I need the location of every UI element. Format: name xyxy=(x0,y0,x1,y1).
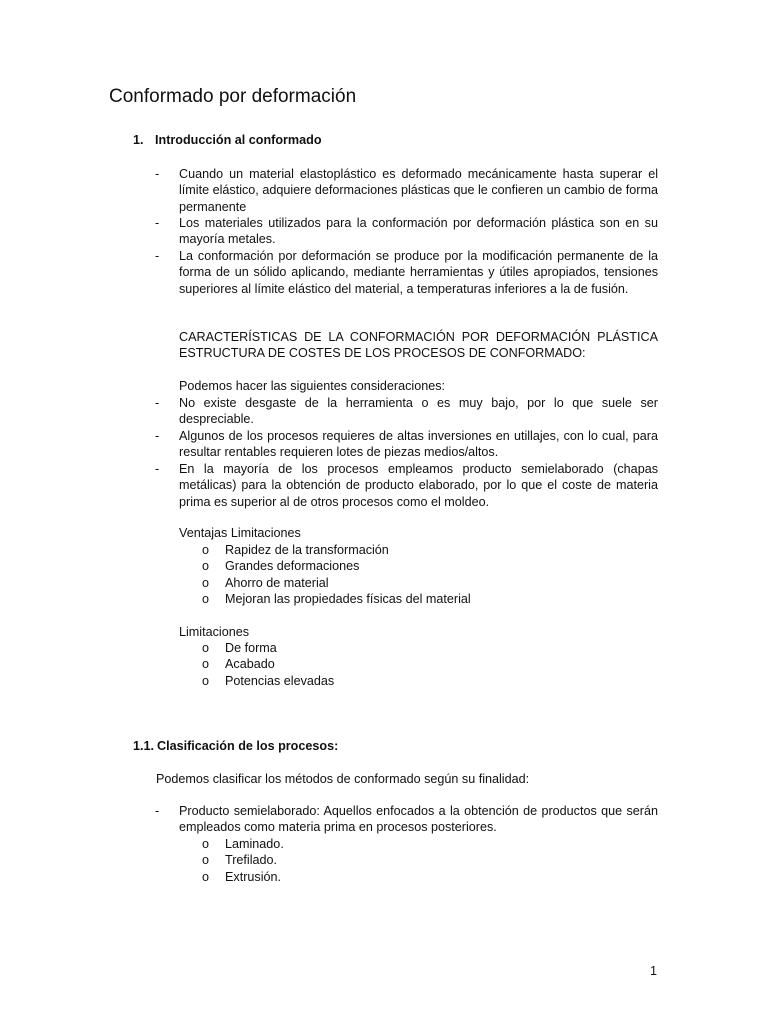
limitacion-item: Potencias elevadas xyxy=(225,674,335,688)
consideracion-1: No existe desgaste de la herramienta o es muy bajo, por lo que suele ser despreciable. xyxy=(179,396,658,427)
caracteristicas-heading: CARACTERÍSTICAS DE LA CONFORMACIÓN POR DEFORMACIÓN PLÁSTICA xyxy=(179,330,658,344)
ventaja-item: Mejoran las propiedades físicas del material xyxy=(225,592,471,606)
bullet-o: o xyxy=(202,870,210,884)
proceso-item: Extrusión. xyxy=(225,870,281,884)
bullet-dash: - xyxy=(155,249,160,263)
costes-heading: ESTRUCTURA DE COSTES DE LOS PROCESOS DE CONFORMADO: xyxy=(179,346,586,360)
section-1-1-heading: Clasificación de los procesos: xyxy=(157,739,339,753)
consideracion-3: En la mayoría de los procesos empleamos producto semielaborado (chapas metálicas) para la obtención de producto elaborado, por lo que el coste de materia prima es superior al de otros procesos como el moldeo. xyxy=(179,462,658,509)
bullet-o: o xyxy=(202,853,210,867)
limitacion-item: Acabado xyxy=(225,657,275,671)
intro-bullet-1: Cuando un material elastoplástico es deformado mecánicamente hasta superar el límite elástico, adquiere deformaciones plásticas que le confieren un cambio de forma permanente xyxy=(179,167,658,214)
bullet-dash: - xyxy=(155,396,160,410)
intro-bullet-3: La conformación por deformación se produce por la modificación permanente de la forma de un sólido aplicando, mediante herramientas y útiles apropiados, tensiones superiores al límite elástico del material, a temperaturas inferiores a la de fusión. xyxy=(179,249,658,296)
section-1-1-number: 1.1. xyxy=(133,739,155,753)
intro-bullet-2: Los materiales utilizados para la conformación por deformación plástica son en su mayoría metales. xyxy=(179,216,658,247)
bullet-dash: - xyxy=(155,429,160,443)
bullet-o: o xyxy=(202,837,210,851)
proceso-item: Trefilado. xyxy=(225,853,278,867)
consideraciones-intro: Podemos hacer las siguientes consideraciones: xyxy=(179,379,446,393)
section-1-number: 1. xyxy=(133,133,144,147)
bullet-dash: - xyxy=(155,804,160,818)
bullet-o: o xyxy=(202,543,210,557)
ventaja-item: Rapidez de la transformación xyxy=(225,543,389,557)
limitaciones-heading: Limitaciones xyxy=(179,625,249,639)
ventajas-heading: Ventajas Limitaciones xyxy=(179,526,301,540)
limitacion-item: De forma xyxy=(225,641,277,655)
proceso-item: Laminado. xyxy=(225,837,284,851)
bullet-o: o xyxy=(202,576,210,590)
bullet-dash: - xyxy=(155,167,160,181)
bullet-o: o xyxy=(202,641,210,655)
clasificar-intro: Podemos clasificar los métodos de conformado según su finalidad: xyxy=(156,772,530,786)
bullet-o: o xyxy=(202,559,210,573)
bullet-o: o xyxy=(202,674,210,688)
bullet-o: o xyxy=(202,657,210,671)
semielaborado-bullet: Producto semielaborado: Aquellos enfocados a la obtención de productos que serán empleados como materia prima en procesos posteriores. xyxy=(179,804,658,835)
bullet-dash: - xyxy=(155,216,160,230)
section-1-heading: Introducción al conformado xyxy=(155,133,322,147)
page-number: 1 xyxy=(650,964,658,978)
bullet-o: o xyxy=(202,592,210,606)
bullet-dash: - xyxy=(155,462,160,476)
document-title: Conformado por deformación xyxy=(109,86,357,107)
ventaja-item: Grandes deformaciones xyxy=(225,559,360,573)
consideracion-2: Algunos de los procesos requieres de altas inversiones en utillajes, con lo cual, para resultar rentables requieren lotes de piezas medios/altos. xyxy=(179,429,658,460)
ventaja-item: Ahorro de material xyxy=(225,576,329,590)
